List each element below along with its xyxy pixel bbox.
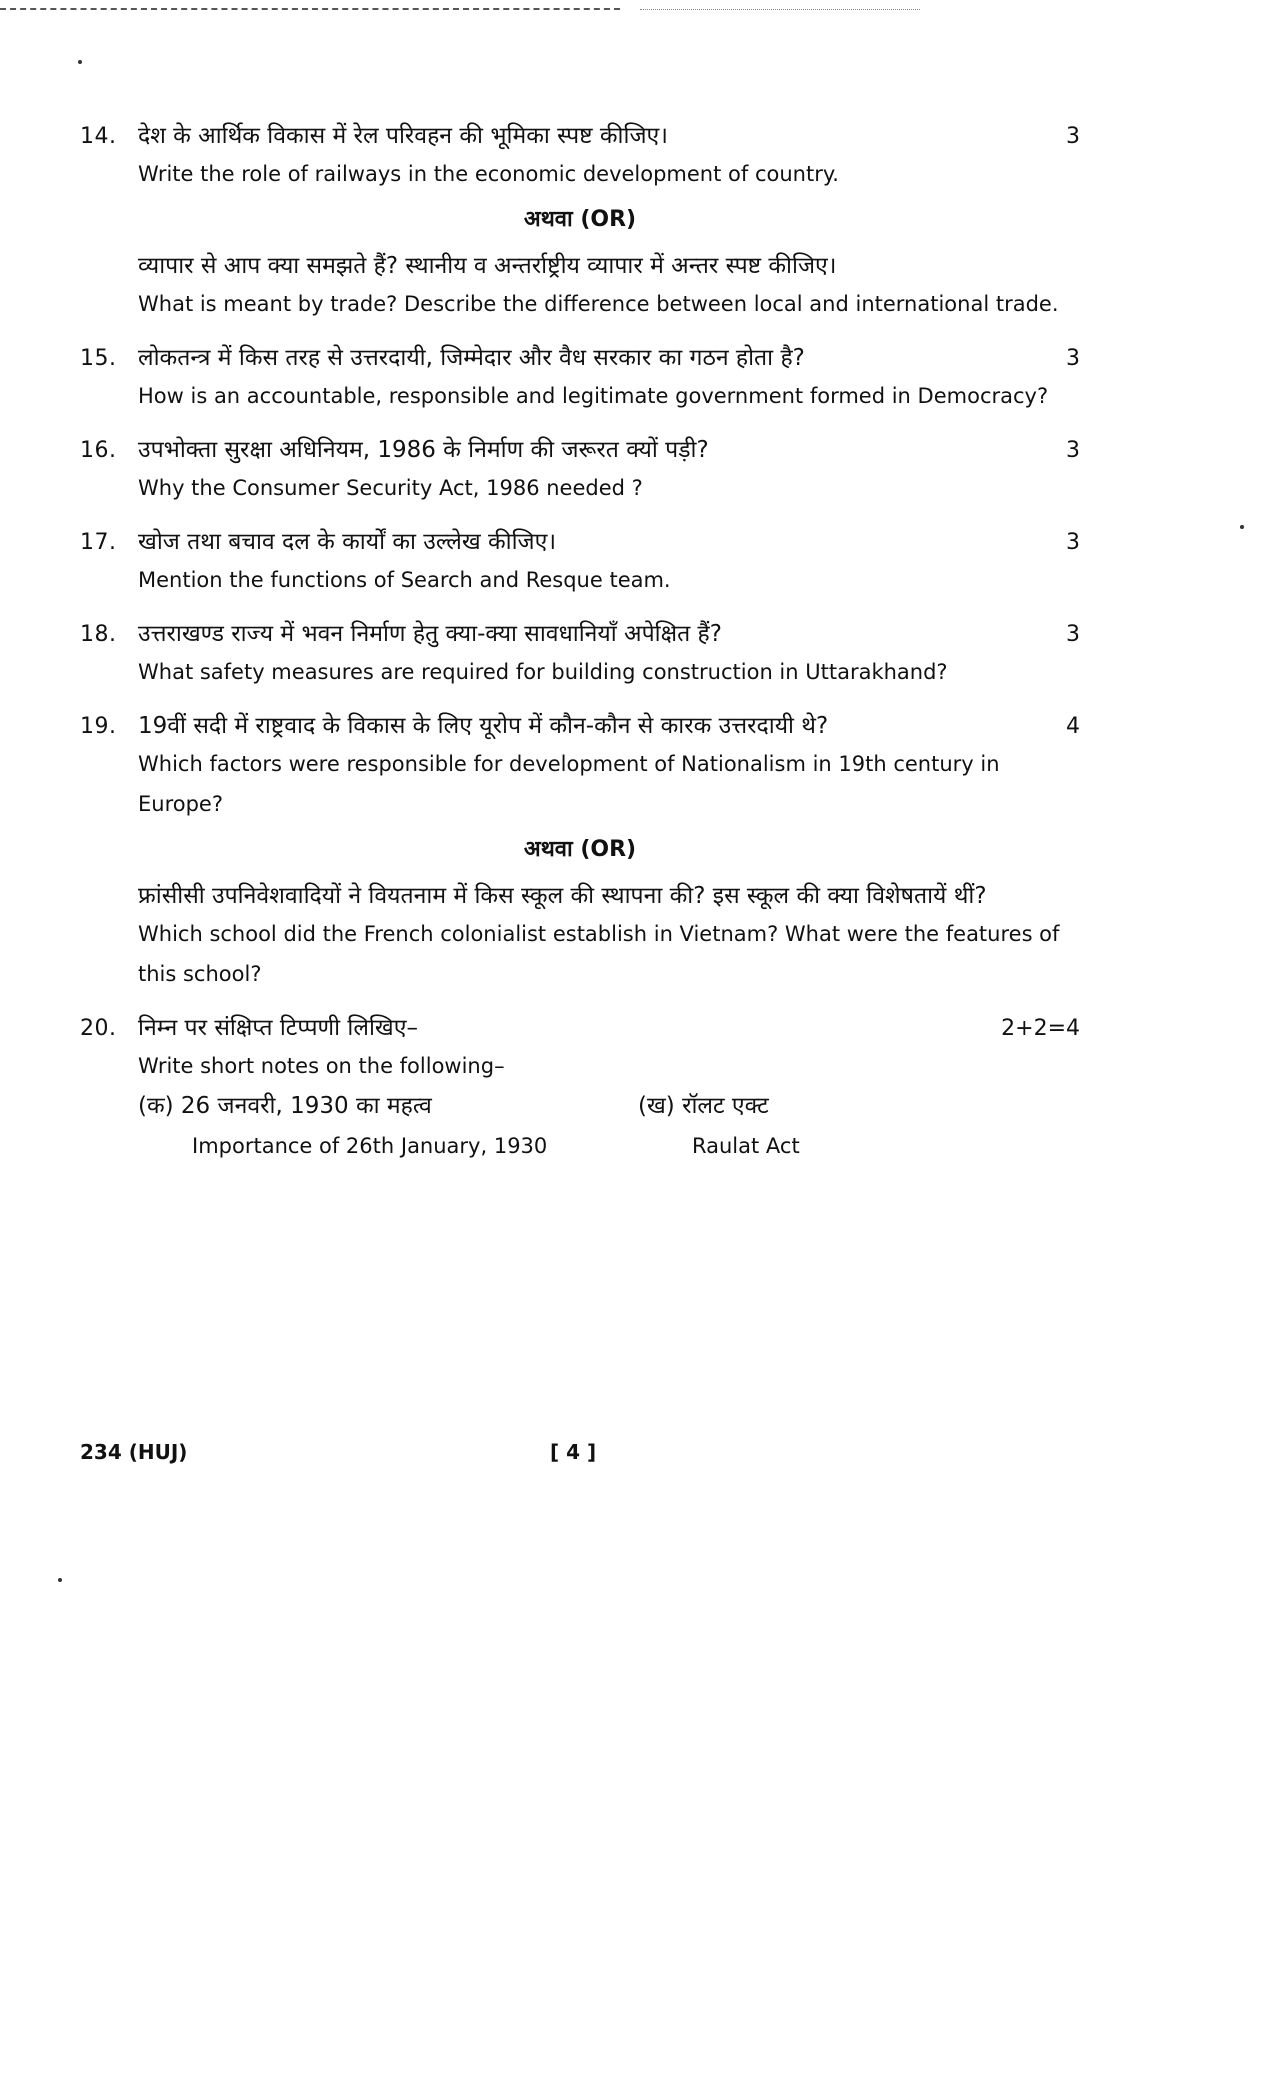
question-hindi: 19वीं सदी में राष्ट्रवाद के विकास के लिए यूरोप में कौन-कौन से कारक उत्तरदायी थे? xyxy=(138,713,829,739)
question-marks: 3 xyxy=(1066,346,1080,371)
question-number: 20. xyxy=(80,1016,117,1041)
top-scan-rule-dotted xyxy=(640,9,920,10)
question-marks: 3 xyxy=(1066,622,1080,647)
question-english: How is an accountable, responsible and legitimate government formed in Democracy? xyxy=(138,384,1049,408)
scan-speck xyxy=(1240,525,1244,529)
or-heading: अथवा (OR) xyxy=(523,207,637,232)
alternate-question-hindi: फ्रांसीसी उपनिवेशवादियों ने वियतनाम में किस स्कूल की स्थापना की? इस स्कूल की क्या विशेषतायें थीं? xyxy=(138,883,987,909)
question-20 xyxy=(80,1010,1080,1166)
sub-question-b-english: Raulat Act xyxy=(692,1134,800,1158)
question-english: Why the Consumer Security Act, 1986 needed ? xyxy=(138,476,643,500)
question-19 xyxy=(80,708,1080,994)
question-english: Which factors were responsible for development of Nationalism in 19th century in Europe? xyxy=(138,752,1000,816)
question-number: 16. xyxy=(80,438,117,463)
question-17 xyxy=(80,524,1080,600)
page-footer xyxy=(80,1440,1080,1464)
page-number: [ 4 ] xyxy=(550,1440,597,1464)
scan-speck xyxy=(78,60,82,64)
question-number: 17. xyxy=(80,530,117,555)
question-marks: 3 xyxy=(1066,438,1080,463)
top-scan-rule xyxy=(0,8,620,10)
sub-questions-hindi xyxy=(80,1086,1080,1126)
question-number: 15. xyxy=(80,346,117,371)
paper-code: 234 (HUJ) xyxy=(80,1440,188,1464)
question-18 xyxy=(80,616,1080,692)
sub-question-a-english: Importance of 26th January, 1930 xyxy=(192,1134,548,1158)
question-14 xyxy=(80,118,1080,324)
question-hindi: उत्तराखण्ड राज्य में भवन निर्माण हेतु क्या-क्या सावधानियाँ अपेक्षित हैं? xyxy=(138,621,722,647)
question-english: Write the role of railways in the economic development of country. xyxy=(138,162,839,186)
question-number: 18. xyxy=(80,622,117,647)
alternate-question-english: Which school did the French colonialist establish in Vietnam? What were the features of this school? xyxy=(138,922,1060,986)
scan-speck xyxy=(58,1578,62,1582)
question-marks: 2+2=4 xyxy=(1001,1016,1080,1041)
question-hindi: निम्न पर संक्षिप्त टिप्पणी लिखिए– xyxy=(138,1015,418,1041)
question-number: 19. xyxy=(80,714,117,739)
exam-page xyxy=(80,118,1080,1182)
sub-questions-english xyxy=(80,1126,1080,1166)
question-hindi: लोकतन्त्र में किस तरह से उत्तरदायी, जिम्मेदार और वैध सरकार का गठन होता है? xyxy=(138,345,805,371)
or-heading: अथवा (OR) xyxy=(523,837,637,862)
question-16 xyxy=(80,432,1080,508)
question-15 xyxy=(80,340,1080,416)
sub-question-a-hindi: (क) 26 जनवरी, 1930 का महत्व xyxy=(138,1093,432,1119)
alternate-question-english: What is meant by trade? Describe the difference between local and international trade. xyxy=(138,292,1059,316)
question-marks: 4 xyxy=(1066,714,1080,739)
alternate-question-hindi: व्यापार से आप क्या समझते हैं? स्थानीय व अन्तर्राष्ट्रीय व्यापार में अन्तर स्पष्ट कीजिए। xyxy=(138,253,837,279)
question-hindi: देश के आर्थिक विकास में रेल परिवहन की भूमिका स्पष्ट कीजिए। xyxy=(138,123,668,149)
question-english: Mention the functions of Search and Resque team. xyxy=(138,568,671,592)
sub-question-b-hindi: (ख) रॉलट एक्ट xyxy=(638,1093,769,1119)
question-marks: 3 xyxy=(1066,530,1080,555)
question-english: What safety measures are required for building construction in Uttarakhand? xyxy=(138,660,948,684)
question-number: 14. xyxy=(80,124,117,149)
question-hindi: उपभोक्ता सुरक्षा अधिनियम, 1986 के निर्माण की जरूरत क्यों पड़ी? xyxy=(138,437,709,463)
question-hindi: खोज तथा बचाव दल के कार्यों का उल्लेख कीजिए। xyxy=(138,529,557,555)
question-marks: 3 xyxy=(1066,124,1080,149)
question-english: Write short notes on the following– xyxy=(138,1054,505,1078)
